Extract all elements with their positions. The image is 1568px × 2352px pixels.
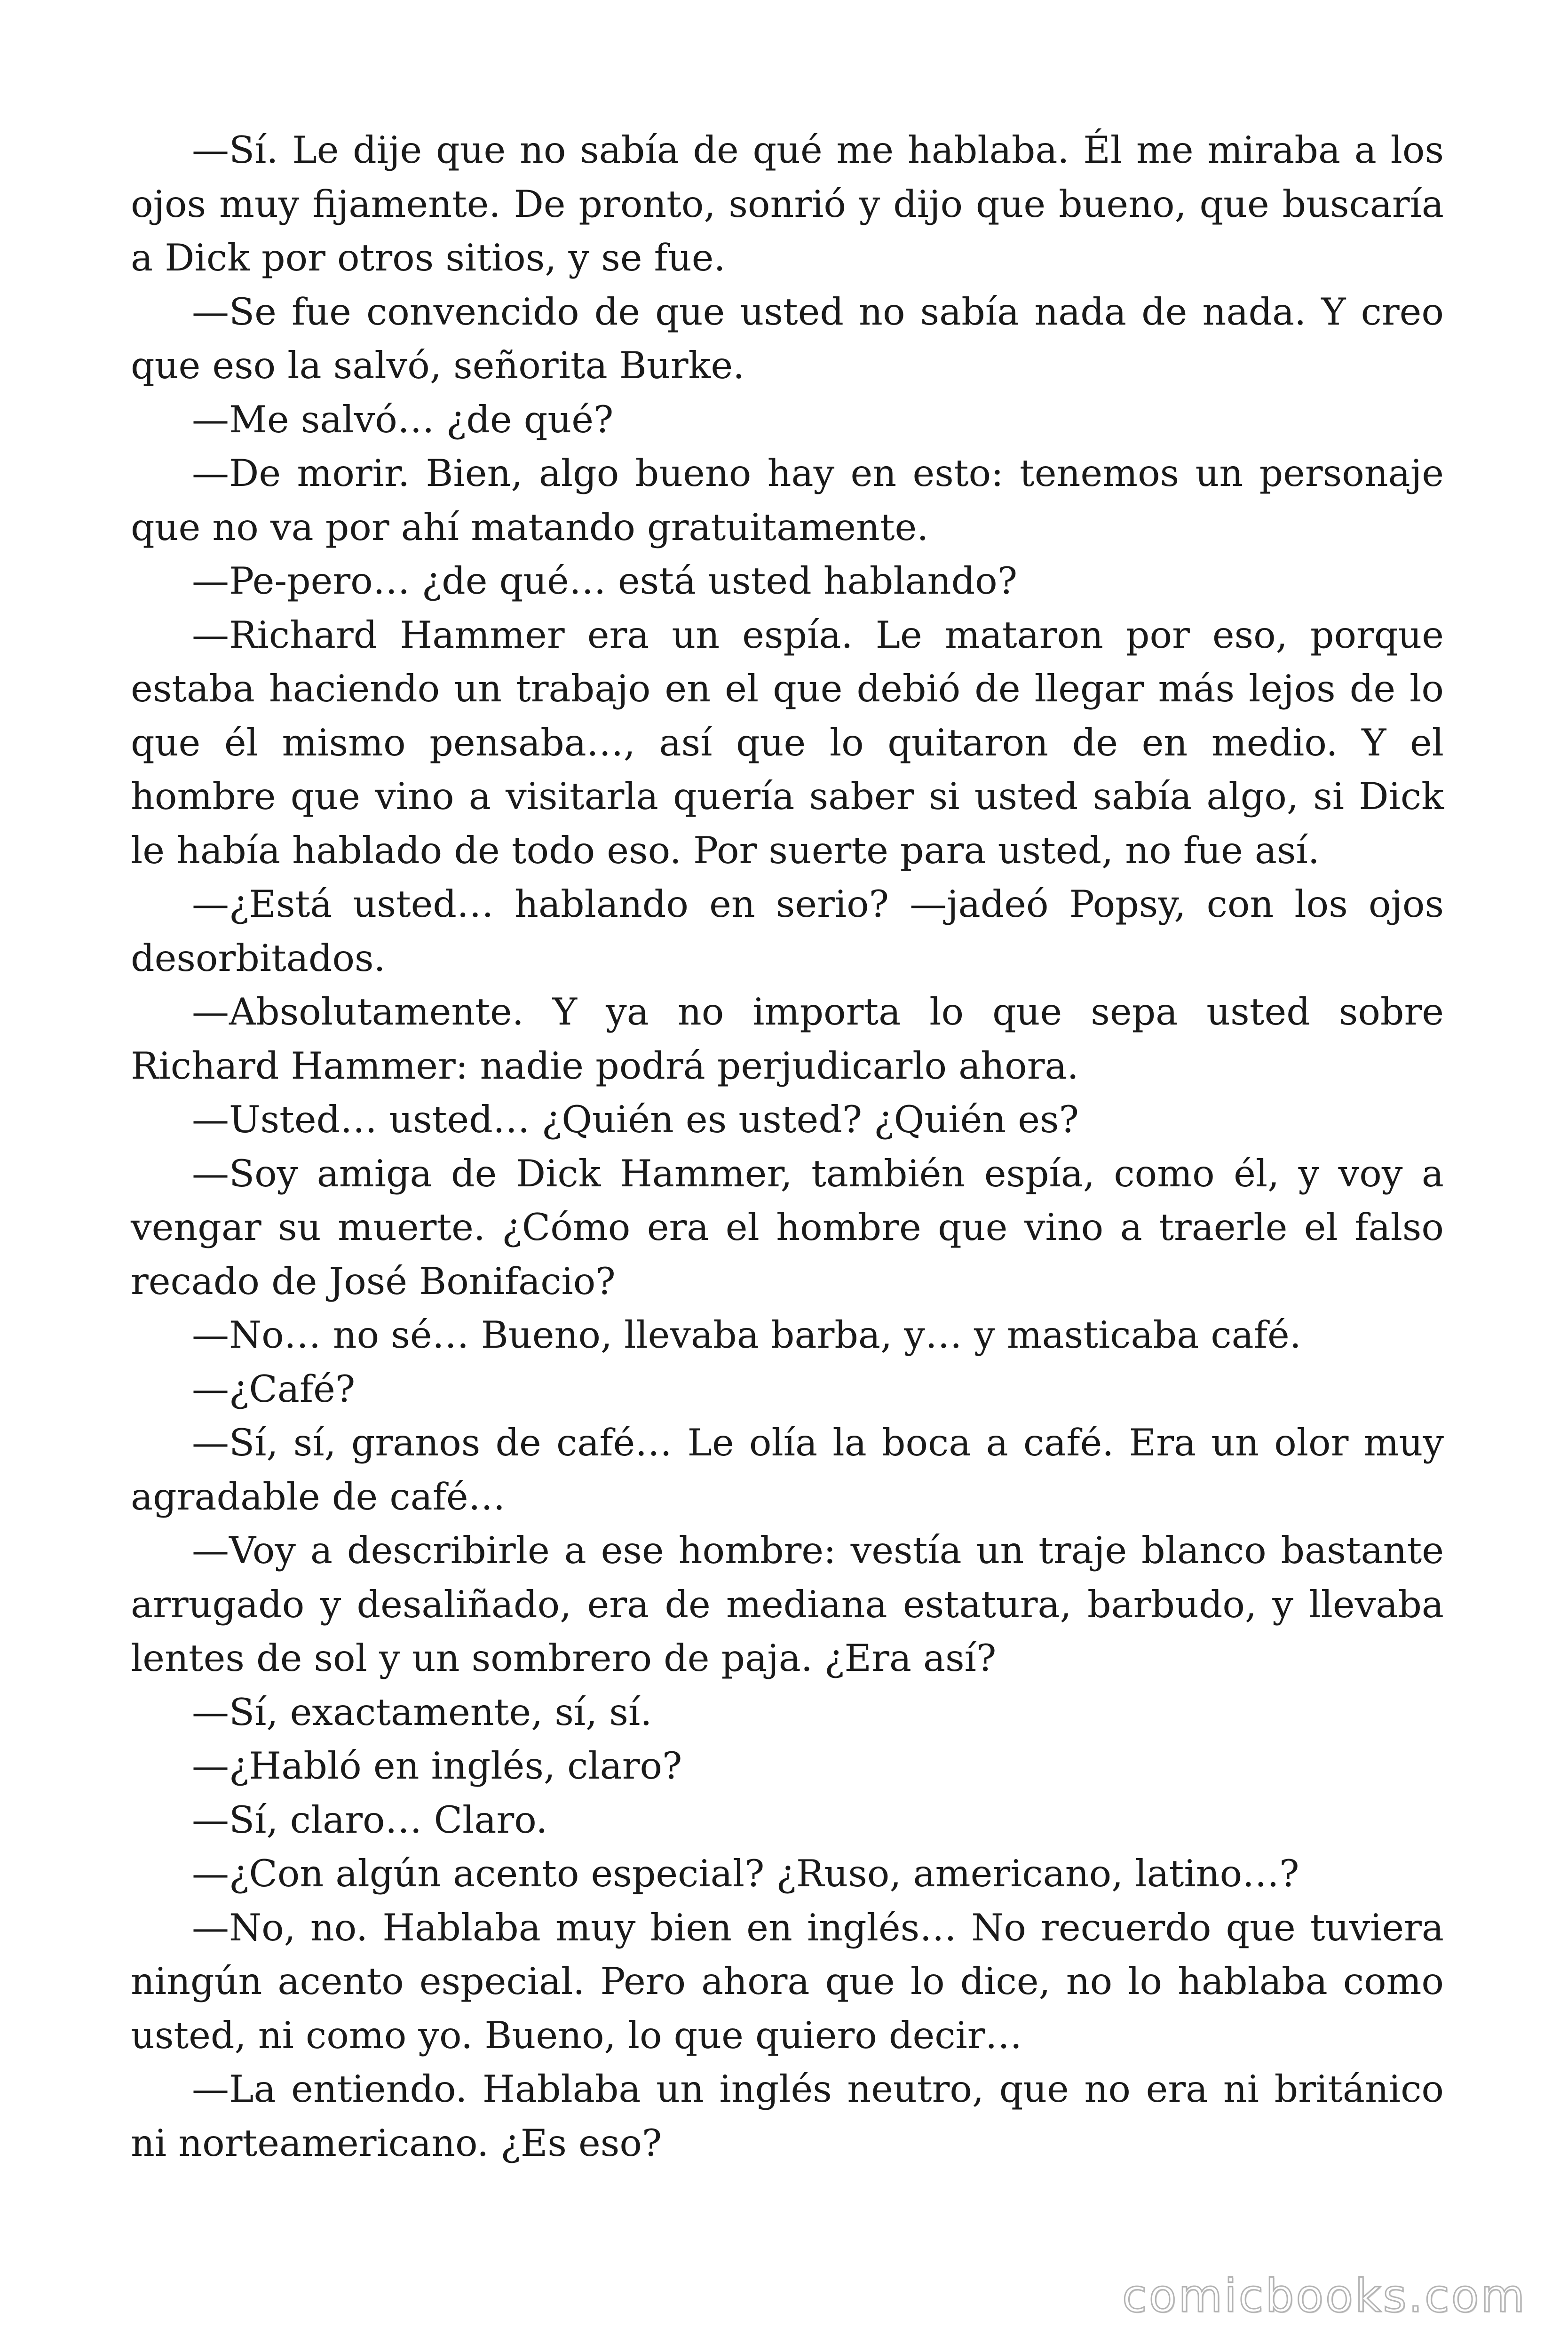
paragraph: —Se fue convencido de que usted no sabía nada de nada. Y creo que eso la salvó, señorita Burke. — [131, 290, 1444, 387]
paragraph: —Sí. Le dije que no sabía de qué me hablaba. Él me miraba a los ojos muy fijamente. De pronto, sonrió y dijo que bueno, que buscaría a Dick por otros sitios, y se fue. — [131, 128, 1444, 279]
paragraph: —¿Con algún acento especial? ¿Ruso, americano, latino…? — [192, 1852, 1299, 1895]
paragraph: —Soy amiga de Dick Hammer, también espía, como él, y voy a vengar su muerte. ¿Cómo era el hombre que vino a traerle el falso recado de José Bonifacio? — [131, 1152, 1444, 1303]
paragraph: —Voy a describirle a ese hombre: vestía un traje blanco bastante arrugado y desaliñado, era de mediana estatura, barbudo, y llevaba lentes de sol y un sombrero de paja. ¿Era así? — [131, 1529, 1444, 1680]
paragraph: —No… no sé… Bueno, llevaba barba, y… y masticaba café. — [192, 1313, 1301, 1357]
paragraph: —Usted… usted… ¿Quién es usted? ¿Quién es? — [192, 1098, 1079, 1141]
page-body — [131, 123, 1444, 2170]
paragraph: —Pe-pero… ¿de qué… está usted hablando? — [192, 559, 1018, 603]
paragraph: —Sí, exactamente, sí, sí. — [192, 1690, 652, 1734]
paragraph: —Me salvó… ¿de qué? — [192, 397, 614, 441]
watermark: comicbooks.com — [1122, 2270, 1527, 2322]
paragraph: —¿Café? — [192, 1367, 356, 1411]
paragraph: —¿Está usted… hablando en serio? —jadeó Popsy, con los ojos desorbitados. — [131, 882, 1444, 980]
paragraph: —Richard Hammer era un espía. Le mataron por eso, porque estaba haciendo un trabajo en el que debió de llegar más lejos de lo que él mismo pensaba…, así que lo quitaron de en medio. Y el hombre que vino a visitarla quería saber si usted sabía algo, si Dick le había hablado de todo eso. Por suerte para usted, no fue así. — [131, 613, 1444, 872]
paragraph: —¿Habló en inglés, claro? — [192, 1744, 682, 1788]
paragraph: —De morir. Bien, algo bueno hay en esto: tenemos un personaje que no va por ahí matando gratuitamente. — [131, 452, 1444, 549]
paragraph: —Sí, claro… Claro. — [192, 1798, 548, 1842]
paragraph: —Sí, sí, granos de café… Le olía la boca a café. Era un olor muy agradable de café… — [131, 1421, 1444, 1518]
paragraph: —La entiendo. Hablaba un inglés neutro, que no era ni británico ni norteamericano. ¿Es eso? — [131, 2067, 1444, 2165]
paragraph: —No, no. Hablaba muy bien en inglés… No recuerdo que tuviera ningún acento especial. Pero ahora que lo dice, no lo hablaba como usted, ni como yo. Bueno, lo que quiero decir… — [131, 1906, 1444, 2057]
paragraph: —Absolutamente. Y ya no importa lo que sepa usted sobre Richard Hammer: nadie podrá perjudicarlo ahora. — [131, 990, 1444, 1088]
